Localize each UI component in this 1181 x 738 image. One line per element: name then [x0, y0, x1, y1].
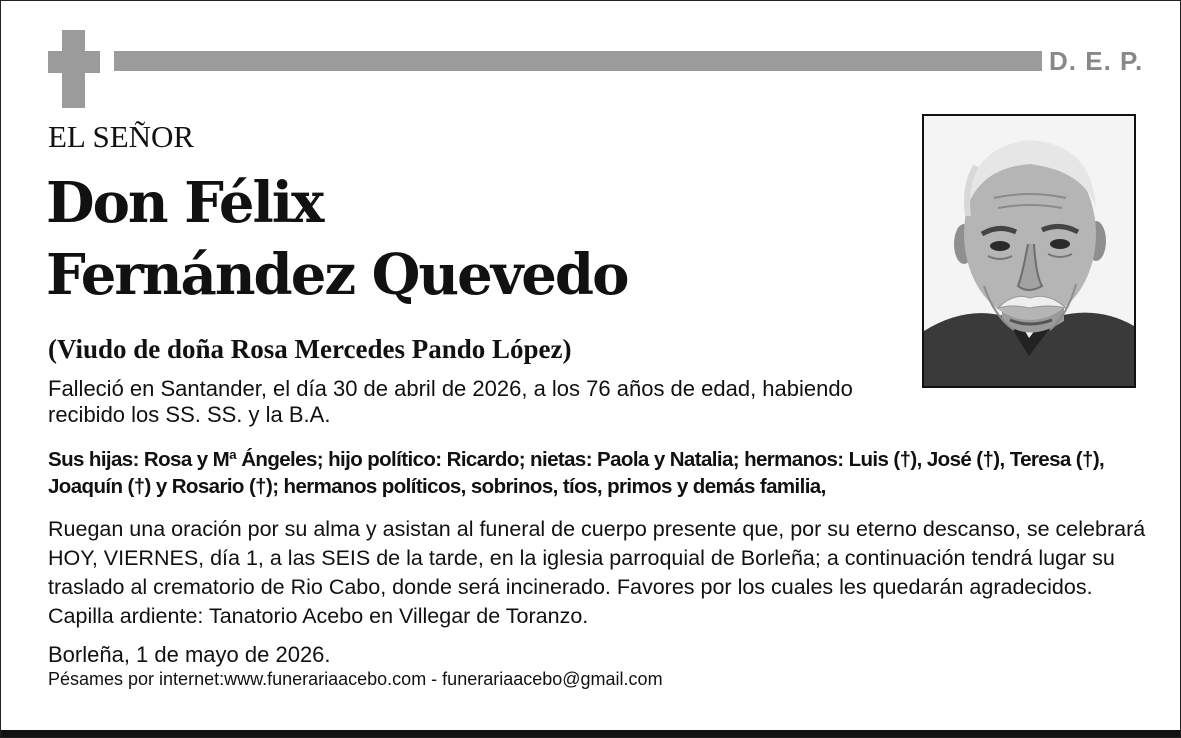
- portrait-photo: [922, 114, 1136, 388]
- family-text: Sus hijas: Rosa y Mª Ángeles; hijo político: Ricardo; nietas: Paola y Natalia; hermanos: Luis (†), José (†), Teresa (†), Joaquín (†) y Rosario (†); hermanos políticos, sobrinos, tíos, primos y demás familia,: [48, 448, 1105, 498]
- condolences-contact: Pésames por internet:www.funerariaacebo.com - funerariaacebo@gmail.com: [48, 669, 663, 689]
- deceased-name: [46, 167, 906, 311]
- cross-icon: [48, 30, 100, 108]
- widow-of: (Viudo de doña Rosa Mercedes Pando López): [48, 334, 572, 364]
- name-line-1: Don Félix: [46, 170, 323, 236]
- bottom-border: [1, 730, 1180, 737]
- funeral-request-text: Ruegan una oración por su alma y asistan al funeral de cuerpo presente que, por su eterno descanso, se celebrará HOY, VIERNES, día 1, a las SEIS de la tarde, en la iglesia parroquial de Borleña; a continuación tendrá lugar su traslado al crematorio de Rio Cabo, donde será incinerado. Favores por los cuales les quedarán agradecidos. Capilla ardiente: Tanatorio Acebo en Villegar de Toranzo.: [48, 517, 1146, 628]
- death-notice-text: Falleció en Santander, el día 30 de abril de 2026, a los 76 años de edad, habiendo recibido los SS. SS. y la B.A.: [48, 376, 853, 427]
- name-line-2: Fernández Quevedo: [46, 242, 628, 308]
- header-rule: [114, 51, 1042, 71]
- place-date: Borleña, 1 de mayo de 2026.: [48, 642, 331, 667]
- dep-label: D. E. P.: [1049, 46, 1144, 76]
- title-prefix: EL SEÑOR: [48, 119, 195, 154]
